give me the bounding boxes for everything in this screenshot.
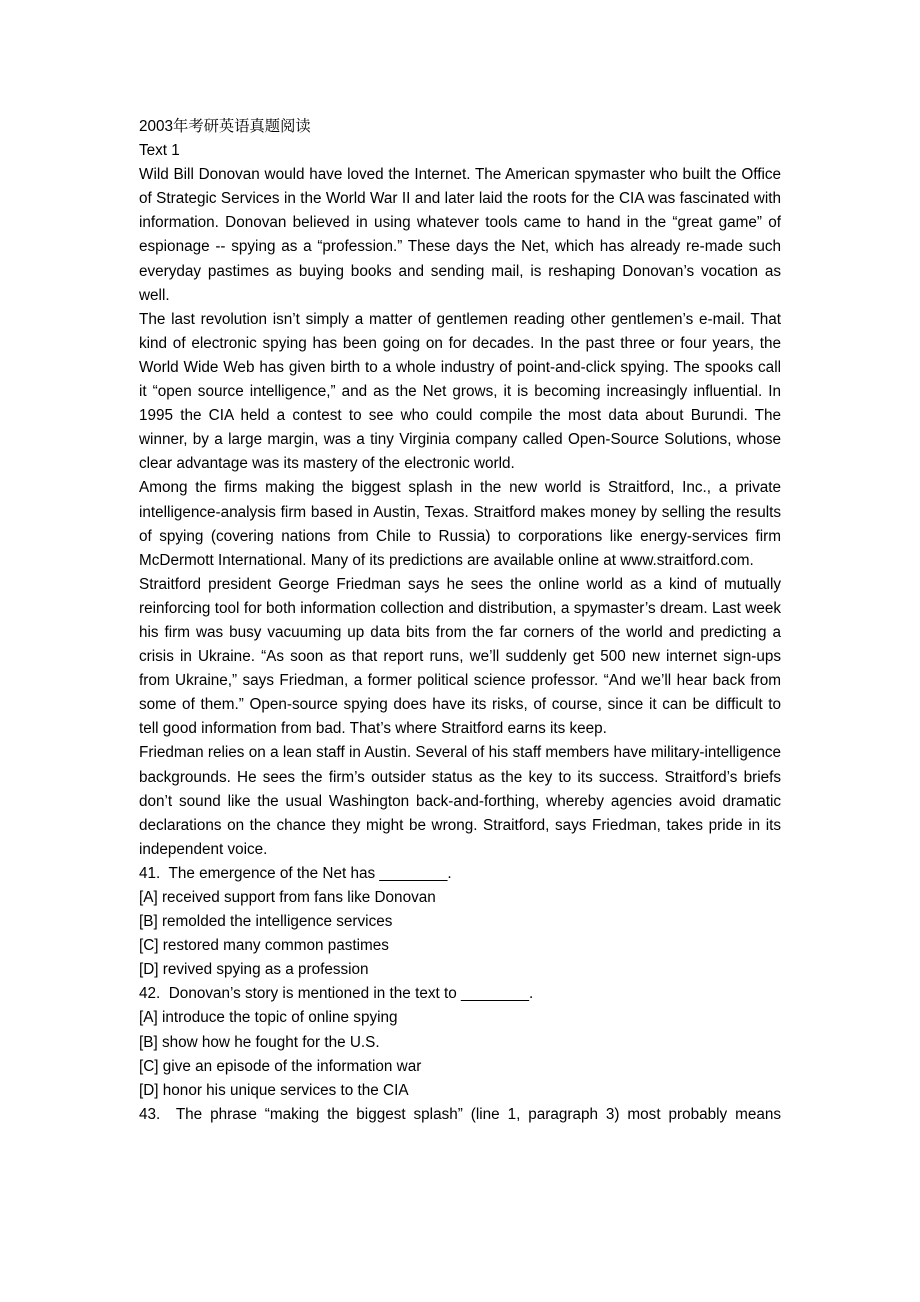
option-a: [A] introduce the topic of online spying: [139, 1009, 398, 1027]
paragraph-2: The last revolution isn’t simply a matter of gentlemen reading other gentlemen’s e-mail. That kind of electronic spying has been going on for decades. In the past three or four years, the World Wide Web has given birth to a whole industry of point-and-click spying. The spooks call it “open source intelligence,” and as the Net grows, it is becoming increasingly influential. In 1995 the CIA held a contest to see who could compile the most data about Burundi. The winner, by a large margin, was a tiny Virginia company called Open-Source Solutions, whose clear advantage was its mastery of the electronic world.: [139, 310, 781, 473]
document-title: 2003年考研英语真题阅读: [139, 118, 311, 135]
question-stem: 41. The emergence of the Net has ________.: [139, 864, 452, 882]
question-stem: 42. Donovan’s story is mentioned in the text to ________.: [139, 985, 534, 1003]
option-b: [B] remolded the intelligence services: [139, 913, 393, 931]
option-d: [D] honor his unique services to the CIA: [139, 1081, 409, 1099]
question-43: [139, 1103, 781, 1127]
question-41: [139, 862, 781, 982]
option-c: [C] restored many common pastimes: [139, 937, 389, 955]
document-page: [139, 115, 781, 1127]
paragraph-5: Friedman relies on a lean staff in Austin. Several of his staff members have military-intelligence backgrounds. He sees the firm’s outsider status as the key to its success. Straitford’s briefs don’t sound like the usual Washington back-and-forthing, whereby agencies avoid dramatic declarations on the chance they might be wrong. Straitford, says Friedman, takes pride in its independent voice.: [139, 744, 781, 858]
question-42: [139, 982, 781, 1102]
option-c: [C] give an episode of the information war: [139, 1057, 422, 1075]
paragraph-1: Wild Bill Donovan would have loved the Internet. The American spymaster who built the Office of Strategic Services in the World War II and later laid the roots for the CIA was fascinated with information. Donovan believed in using whatever tools came to hand in the “great game” of espionage -- spying as a “profession.” These days the Net, which has already re-made such everyday pastimes as buying books and sending mail, is reshaping Donovan’s vocation as well.: [139, 166, 781, 304]
paragraph-4: Straitford president George Friedman says he sees the online world as a kind of mutually reinforcing tool for both information collection and distribution, a spymaster’s dream. Last week his firm was busy vacuuming up data bits from the far corners of the world and predicting a crisis in Ukraine. “As soon as that report runs, we’ll suddenly get 500 new internet sign-ups from Ukraine,” says Friedman, a former political science professor. “And we’ll hear back from some of them.” Open-source spying does have its risks, of course, since it can be difficult to tell good information from bad. That’s where Straitford earns its keep.: [139, 575, 781, 738]
option-d: [D] revived spying as a profession: [139, 961, 369, 979]
text-heading: Text 1: [139, 142, 180, 160]
option-a: [A] received support from fans like Donovan: [139, 889, 436, 906]
option-b: [B] show how he fought for the U.S.: [139, 1033, 380, 1051]
paragraph-3: Among the firms making the biggest splash in the new world is Straitford, Inc., a private intelligence-analysis firm based in Austin, Texas. Straitford makes money by selling the results of spying (covering nations from Chile to Russia) to corporations like energy-services firm McDermott International. Many of its predictions are available online at www.straitford.com.: [139, 479, 781, 569]
question-stem: 43. The phrase “making the biggest splash” (line 1, paragraph 3) most probably means: [139, 1105, 781, 1123]
